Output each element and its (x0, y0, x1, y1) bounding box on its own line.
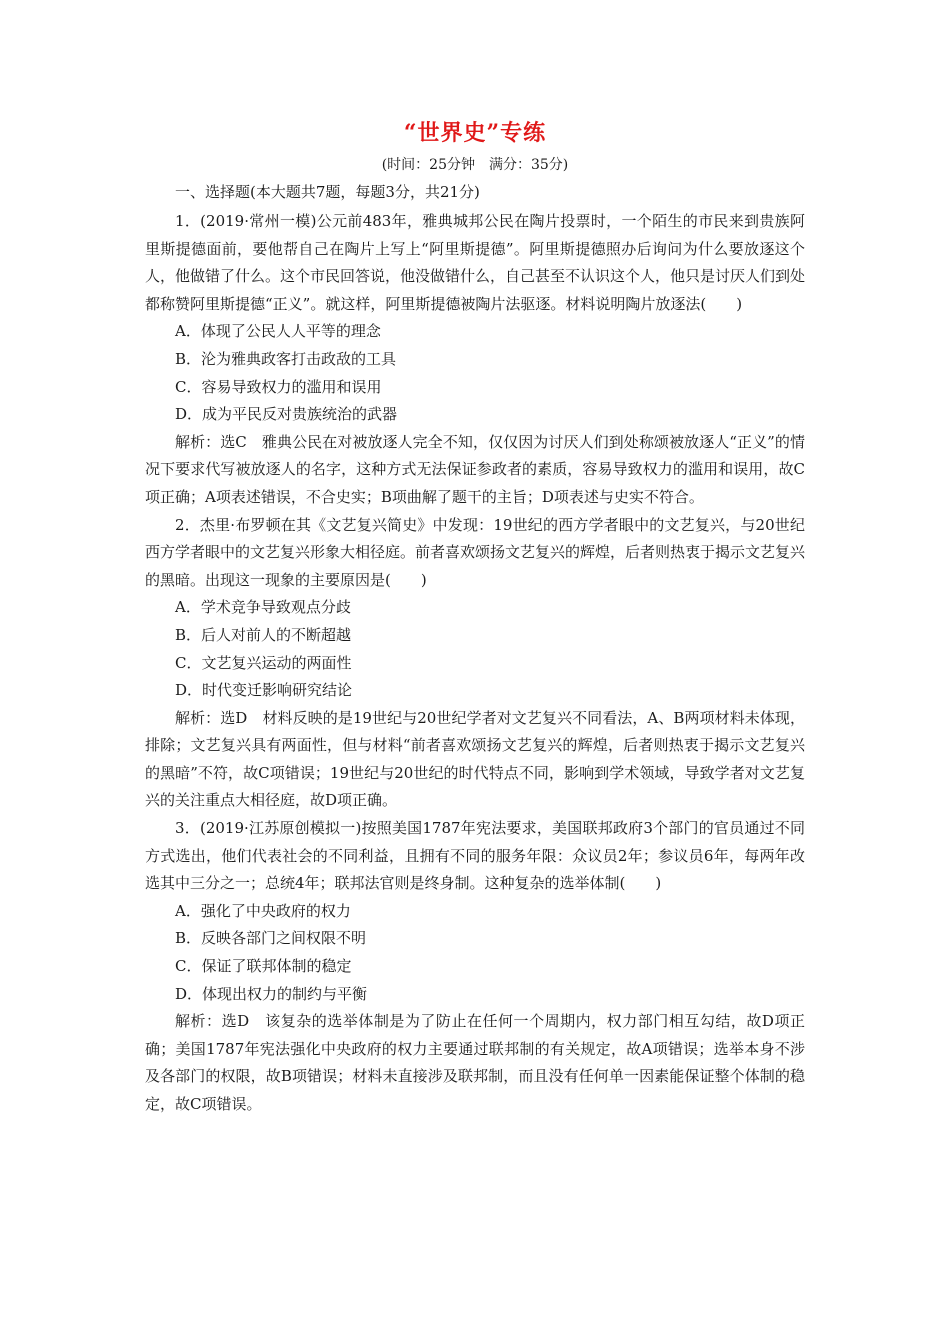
option-d: D．体现出权力的制约与平衡 (175, 984, 368, 1003)
question-2 (145, 512, 805, 816)
option-a: A．强化了中央政府的权力 (175, 901, 351, 920)
option-d: D．时代变迁影响研究结论 (175, 681, 353, 700)
question-3 (145, 815, 805, 1119)
question-stem: 1．(2019·常州一模)公元前483年，雅典城邦公民在陶片投票时，一个陌生的市民来到贵族阿里斯提德面前，要他帮自己在陶片上写上“阿里斯提德”。阿里斯提德照办后询问为什么要放逐这个人，他做错了什么。这个市民回答说，他没做错什么，自己甚至不认识这个人，他只是讨厌人们到处都称赞阿里斯提德“正义”。就这样，阿里斯提德被陶片法驱逐。材料说明陶片放逐法( ) (145, 212, 806, 313)
option-b: B．沦为雅典政客打击政敌的工具 (175, 349, 397, 368)
section-heading: 一、选择题(本大题共7题，每题3分，共21分) (175, 183, 480, 201)
option-a: A．体现了公民人人平等的理念 (175, 322, 381, 341)
page-title: “世界史”专练 (403, 120, 547, 146)
answer-analysis: 解析：选D 材料反映的是19世纪与20世纪学者对文艺复兴不同看法，A、B两项材料未体现，排除；文艺复兴具有两面性，但与材料“前者喜欢颂扬文艺复兴的辉煌，后者则热衷于揭示文艺复兴的黑暗”不符，故C项错误；19世纪与20世纪的时代特点不同，影响到学术领域，导致学者对文艺复兴的关注重点大相径庭，故D项正确。 (145, 708, 805, 810)
option-c: C．文艺复兴运动的两面性 (175, 653, 352, 672)
option-c: C．保证了联邦体制的稳定 (175, 957, 352, 976)
question-1 (145, 208, 805, 512)
option-a: A．学术竞争导致观点分歧 (175, 598, 351, 617)
option-b: B．反映各部门之间权限不明 (175, 929, 367, 948)
answer-analysis: 解析：选C 雅典公民在对被放逐人完全不知，仅仅因为讨厌人们到处称颂被放逐人“正义”的情况下要求代写被放逐人的名字，这种方式无法保证参政者的素质，容易导致权力的滥用和误用，故C项正确；A项表述错误，不合史实；B项曲解了题干的主旨；D项表述与史实不符合。 (145, 432, 805, 506)
option-d: D．成为平民反对贵族统治的武器 (175, 405, 398, 424)
answer-analysis: 解析：选D 该复杂的选举体制是为了防止在任何一个周期内，权力部门相互勾结，故D项正确；美国1787年宪法强化中央政府的权力主要通过联邦制的有关规定，故A项错误；选举本身不涉及各部门的权限，故B项错误；材料未直接涉及联邦制，而且没有任何单一因素能保证整个体制的稳定，故C项错误。 (145, 1012, 805, 1113)
question-stem: 2．杰里·布罗顿在其《文艺复兴简史》中发现：19世纪的西方学者眼中的文艺复兴，与20世纪西方学者眼中的文艺复兴形象大相径庭。前者喜欢颂扬文艺复兴的辉煌，后者则热衷于揭示文艺复兴的黑暗。出现这一现象的主要原因是( ) (145, 515, 806, 589)
option-c: C．容易导致权力的滥用和误用 (175, 377, 382, 396)
option-b: B．后人对前人的不断超越 (175, 625, 352, 644)
time-score-info: (时间：25分钟 满分：35分) (381, 157, 569, 173)
document-page (145, 118, 805, 1119)
question-stem: 3．(2019·江苏原创模拟一)按照美国1787年宪法要求，美国联邦政府3个部门的官员通过不同方式选出，他们代表社会的不同利益，且拥有不同的服务年限：众议员2年；参议员6年，每两年改选其中三分之一；总统4年；联邦法官则是终身制。这种复杂的选举体制( ) (145, 819, 805, 893)
